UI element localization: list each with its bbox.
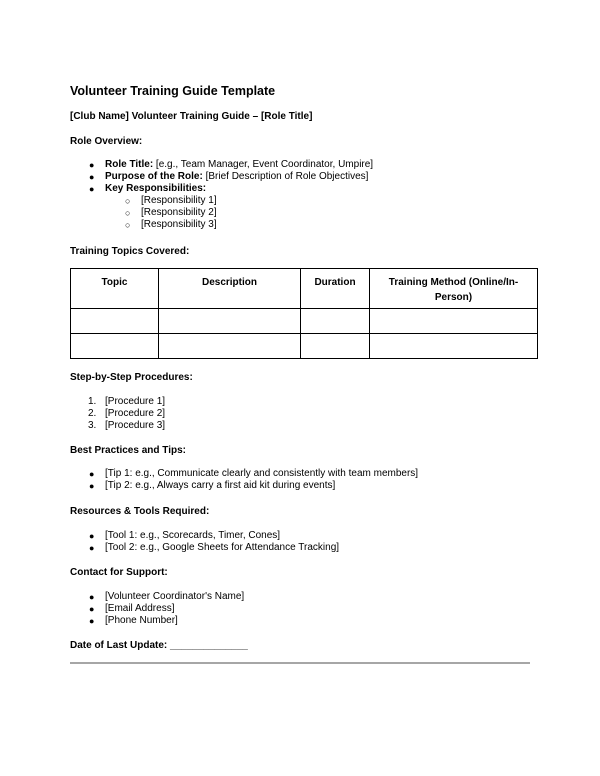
tip-text: [Tip 2: e.g., Always carry a first aid kit during events]: [105, 480, 336, 491]
responsibility-text: [Responsibility 3]: [141, 219, 217, 230]
bullet-icon: ●: [89, 604, 95, 614]
contact-heading: Contact for Support:: [70, 567, 168, 578]
bullet-icon: ●: [89, 543, 95, 553]
contact-name-text: [Volunteer Coordinator's Name]: [105, 591, 245, 602]
table-row: [71, 309, 538, 334]
column-header-description: Description: [159, 269, 301, 309]
document-subtitle: [Club Name] Volunteer Training Guide – [Role Title]: [70, 111, 313, 122]
tool-text: [Tool 1: e.g., Scorecards, Timer, Cones]: [105, 530, 281, 541]
list-number: 2.: [88, 408, 97, 419]
bullet-icon: ●: [89, 160, 95, 170]
last-update-line: Date of Last Update: ______________: [70, 640, 248, 651]
table-cell: [301, 309, 370, 334]
bullet-icon: ●: [89, 184, 95, 194]
responsibility-text: [Responsibility 2]: [141, 207, 217, 218]
bullet-icon: ●: [89, 469, 95, 479]
contact-email-text: [Email Address]: [105, 603, 175, 614]
key-responsibilities-label: Key Responsibilities:: [105, 183, 207, 194]
table-cell: [159, 309, 301, 334]
role-title-value: [e.g., Team Manager, Event Coordinator, Umpire]: [153, 159, 374, 170]
bullet-icon: ●: [89, 481, 95, 491]
procedure-text: [Procedure 2]: [105, 408, 166, 419]
bullet-icon: ●: [89, 592, 95, 602]
procedures-heading: Step-by-Step Procedures:: [70, 372, 193, 383]
horizontal-divider: [70, 662, 530, 664]
procedure-text: [Procedure 3]: [105, 420, 166, 431]
table-header-row: [71, 269, 538, 309]
tip-text: [Tip 1: e.g., Communicate clearly and consistently with team members]: [105, 468, 419, 479]
table-cell: [370, 334, 538, 359]
table-cell: [71, 334, 159, 359]
table-cell: [159, 334, 301, 359]
contact-phone-text: [Phone Number]: [105, 615, 178, 626]
role-purpose-label: Purpose of the Role:: [105, 171, 203, 182]
bullet-icon: ●: [89, 172, 95, 182]
role-overview-heading: Role Overview:: [70, 136, 143, 147]
column-header-training-method: Training Method (Online/In-Person): [370, 269, 538, 309]
column-header-topic: Topic: [71, 269, 159, 309]
bullet-icon: ●: [89, 616, 95, 626]
sub-bullet-icon: ○: [125, 196, 131, 206]
table-cell: [301, 334, 370, 359]
training-topics-table: [70, 268, 538, 359]
bullet-icon: ●: [89, 531, 95, 541]
table-row: [71, 334, 538, 359]
tool-text: [Tool 2: e.g., Google Sheets for Attendance Tracking]: [105, 542, 340, 553]
document-title: Volunteer Training Guide Template: [70, 84, 276, 98]
procedure-text: [Procedure 1]: [105, 396, 166, 407]
role-purpose-value: [Brief Description of Role Objectives]: [202, 171, 369, 182]
list-number: 1.: [88, 396, 97, 407]
best-practices-heading: Best Practices and Tips:: [70, 445, 186, 456]
training-topics-heading: Training Topics Covered:: [70, 246, 190, 257]
table-cell: [71, 309, 159, 334]
resources-heading: Resources & Tools Required:: [70, 506, 210, 517]
table-cell: [370, 309, 538, 334]
sub-bullet-icon: ○: [125, 220, 131, 230]
sub-bullet-icon: ○: [125, 208, 131, 218]
list-number: 3.: [88, 420, 97, 431]
column-header-duration: Duration: [301, 269, 370, 309]
role-title-label: Role Title:: [105, 159, 154, 170]
responsibility-text: [Responsibility 1]: [141, 195, 217, 206]
